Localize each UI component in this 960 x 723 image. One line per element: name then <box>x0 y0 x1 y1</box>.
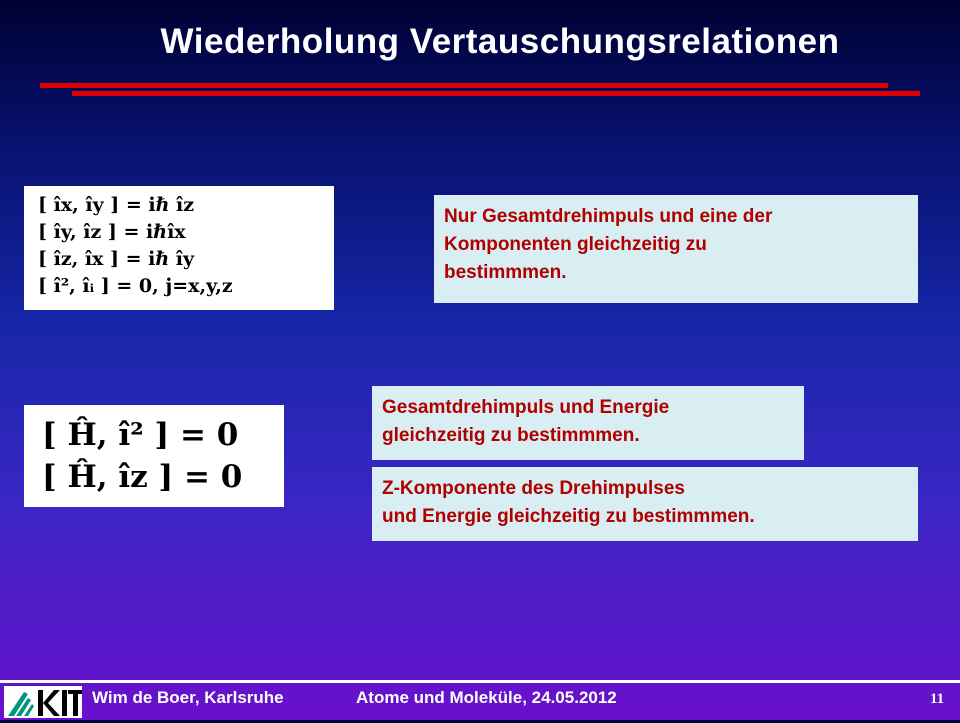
title-underline-top <box>40 83 888 88</box>
page-number: 11 <box>930 691 945 707</box>
footer-divider <box>0 680 960 683</box>
formula-line: [ îy, îz ] = iℏîx <box>38 221 186 243</box>
title-underline-bottom <box>72 91 920 96</box>
note-box-1 <box>434 195 918 303</box>
commutator-formula-block-1 <box>24 186 334 310</box>
slide-title: Wiederholung Vertauschungsrelationen <box>160 22 840 61</box>
formula-line: [ î², îᵢ ] = 0, j=x,y,z <box>38 275 233 297</box>
footer-course-date: Atome und Moleküle, 24.05.2012 <box>356 688 617 707</box>
formula-line: [ îx, îy ] = iℏ îz <box>38 194 195 216</box>
note-line: Gesamtdrehimpuls und Energie <box>382 397 670 418</box>
note-line: Z-Komponente des Drehimpulses <box>382 478 685 499</box>
formula-line: [ Ĥ, î² ] = 0 <box>42 417 239 453</box>
note-line: bestimmmen. <box>444 262 567 283</box>
note-line: gleichzeitig zu bestimmmen. <box>382 425 640 446</box>
note-line: und Energie gleichzeitig zu bestimmmen. <box>382 506 755 527</box>
note-box-2 <box>372 386 804 460</box>
note-line: Komponenten gleichzeitig zu <box>444 234 707 255</box>
note-line: Nur Gesamtdrehimpuls und eine der <box>444 206 773 227</box>
kit-logo-icon <box>4 686 82 718</box>
footer-author: Wim de Boer, Karlsruhe <box>92 688 284 707</box>
note-box-3 <box>372 467 918 541</box>
commutator-formula-block-2 <box>24 405 284 507</box>
formula-line: [ îz, îx ] = iℏ îy <box>38 248 195 270</box>
formula-line: [ Ĥ, îz ] = 0 <box>42 459 243 495</box>
